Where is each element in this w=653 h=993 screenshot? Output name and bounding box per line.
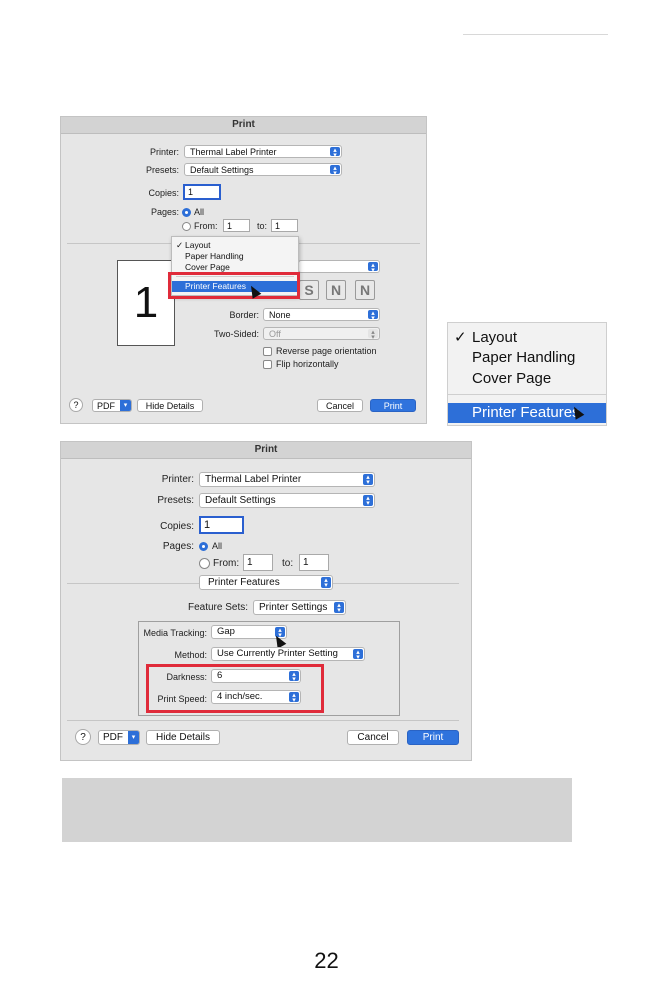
zoom-menu-item-printer-features[interactable]: Printer Features	[448, 403, 606, 423]
pdf-label: PDF	[103, 732, 123, 743]
method-select[interactable]	[211, 647, 365, 661]
top-rule	[463, 34, 608, 35]
cancel-button[interactable]: Cancel	[347, 730, 399, 745]
copies-label: Copies:	[160, 521, 194, 532]
stepper-icon: ▴ ▾	[363, 474, 373, 485]
presets-label: Presets:	[145, 165, 179, 175]
stepper-icon: ▴ ▾	[289, 671, 299, 681]
stepper-icon: ▴ ▾	[334, 602, 344, 613]
border-label: Border:	[229, 310, 259, 320]
pages-range-radio[interactable]	[182, 222, 191, 231]
pages-to-label: to:	[257, 221, 268, 231]
two-sided-value: Off	[269, 329, 281, 339]
print-dialog-layout	[60, 116, 427, 424]
presets-select[interactable]	[199, 493, 375, 508]
pages-from-label: From:	[194, 221, 218, 231]
zoomed-menu	[447, 322, 607, 426]
pages-all-radio[interactable]	[182, 208, 191, 217]
note-box	[62, 778, 572, 842]
print-button[interactable]: Print	[407, 730, 459, 745]
chevron-down-icon: ▾	[120, 400, 131, 411]
presets-value: Default Settings	[190, 165, 254, 175]
pages-label: Pages:	[162, 541, 194, 552]
two-sided-select[interactable]	[263, 327, 380, 340]
dialog-title: Print	[61, 442, 471, 459]
section-value: Printer Features	[208, 577, 280, 588]
highlight-darkness-speed	[146, 664, 324, 713]
border-value: None	[269, 310, 291, 320]
hide-details-button[interactable]: Hide Details	[137, 399, 203, 412]
presets-value: Default Settings	[205, 495, 276, 506]
stepper-icon: ▴ ▾	[353, 649, 363, 659]
page-preview: 1	[117, 260, 175, 346]
print-speed-label: Print Speed:	[157, 694, 207, 704]
pages-all-label: All	[194, 207, 205, 217]
printer-select[interactable]	[184, 145, 342, 158]
two-sided-label: Two-Sided:	[213, 329, 259, 339]
darkness-value: 6	[217, 670, 223, 681]
reverse-orientation-checkbox[interactable]	[263, 347, 272, 356]
border-select[interactable]	[263, 308, 380, 321]
feature-sets-value: Printer Settings	[259, 602, 328, 613]
printer-label: Printer:	[161, 474, 194, 485]
pages-label: Pages:	[150, 207, 179, 217]
menu-item-cover-page[interactable]: Cover Page	[185, 262, 230, 272]
pdf-label: PDF	[97, 401, 115, 411]
section-select[interactable]	[199, 575, 333, 590]
darkness-label: Darkness:	[166, 672, 207, 682]
copies-label: Copies:	[148, 188, 179, 198]
separator-bottom	[67, 720, 459, 721]
stepper-icon: ▴ ▾	[275, 627, 285, 637]
copies-field[interactable]: 1	[199, 516, 244, 534]
hide-details-button[interactable]: Hide Details	[146, 730, 220, 745]
printer-value: Thermal Label Printer	[205, 474, 302, 485]
chevron-down-icon: ▾	[128, 731, 139, 744]
printer-select[interactable]	[199, 472, 375, 487]
presets-select[interactable]	[184, 163, 342, 176]
to-field[interactable]: 1	[299, 554, 329, 571]
from-field[interactable]: 1	[243, 554, 273, 571]
layout-direction-n[interactable]: N	[326, 280, 346, 300]
stepper-icon: ▴ ▾	[330, 165, 340, 174]
printer-value: Thermal Label Printer	[190, 147, 277, 157]
menu-item-paper-handling[interactable]: Paper Handling	[185, 251, 244, 261]
pdf-menu-button[interactable]	[92, 399, 132, 412]
layout-direction-n-flipped[interactable]: N	[355, 280, 375, 300]
presets-label: Presets:	[157, 495, 194, 506]
print-button[interactable]: Print	[370, 399, 416, 412]
stepper-icon: ▴ ▾	[363, 495, 373, 506]
checkmark-icon: ✓	[454, 329, 467, 346]
zoom-menu-item-layout[interactable]: ✓ Layout	[454, 329, 518, 346]
layout-direction-s[interactable]: S	[299, 280, 319, 300]
flip-horizontally-checkbox[interactable]	[263, 360, 272, 369]
stepper-icon: ▴ ▾	[368, 310, 378, 319]
stepper-icon: ▴ ▾	[368, 329, 378, 338]
stepper-icon: ▴ ▾	[368, 262, 378, 271]
feature-sets-select[interactable]	[253, 600, 346, 615]
stepper-icon: ▴ ▾	[289, 692, 299, 702]
zoom-menu-item-cover-page[interactable]: Cover Page	[472, 370, 552, 387]
zoom-menu-separator	[448, 394, 606, 395]
copies-field[interactable]: 1	[183, 184, 221, 200]
page-number: 22	[314, 948, 339, 973]
highlight-printer-features	[168, 272, 300, 299]
feature-sets-label: Feature Sets:	[187, 602, 248, 613]
from-field[interactable]: 1	[223, 219, 250, 232]
pages-from-label: From:	[213, 558, 240, 569]
pages-all-radio[interactable]	[199, 542, 208, 551]
cancel-button[interactable]: Cancel	[317, 399, 363, 412]
print-dialog-printer-features	[60, 441, 472, 761]
pages-range-radio[interactable]	[199, 558, 210, 569]
reverse-orientation-label: Reverse page orientation	[276, 346, 377, 356]
method-value: Use Currently Printer Setting	[217, 648, 338, 659]
to-field[interactable]: 1	[271, 219, 298, 232]
printer-label: Printer:	[149, 147, 179, 157]
menu-item-layout[interactable]: ✓ Layout	[176, 240, 211, 250]
media-tracking-label: Media Tracking:	[143, 628, 207, 638]
method-label: Method:	[174, 650, 207, 660]
dialog-title: Print	[61, 117, 426, 134]
checkmark-icon: ✓	[176, 240, 184, 250]
flip-horizontally-label: Flip horizontally	[276, 359, 339, 369]
pdf-menu-button[interactable]	[98, 730, 140, 745]
zoom-menu-item-paper-handling[interactable]: Paper Handling	[472, 349, 576, 366]
help-button[interactable]: ?	[69, 398, 83, 412]
pages-to-label: to:	[282, 558, 294, 569]
stepper-icon: ▴ ▾	[330, 147, 340, 156]
pages-all-label: All	[212, 541, 223, 551]
media-tracking-value: Gap	[217, 626, 235, 637]
menu-item-printer-features[interactable]: Printer Features	[172, 281, 298, 292]
layout-direction-select[interactable]	[298, 260, 380, 273]
help-button[interactable]: ?	[75, 729, 91, 745]
print-speed-value: 4 inch/sec.	[217, 691, 263, 702]
stepper-icon: ▴ ▾	[321, 577, 331, 588]
